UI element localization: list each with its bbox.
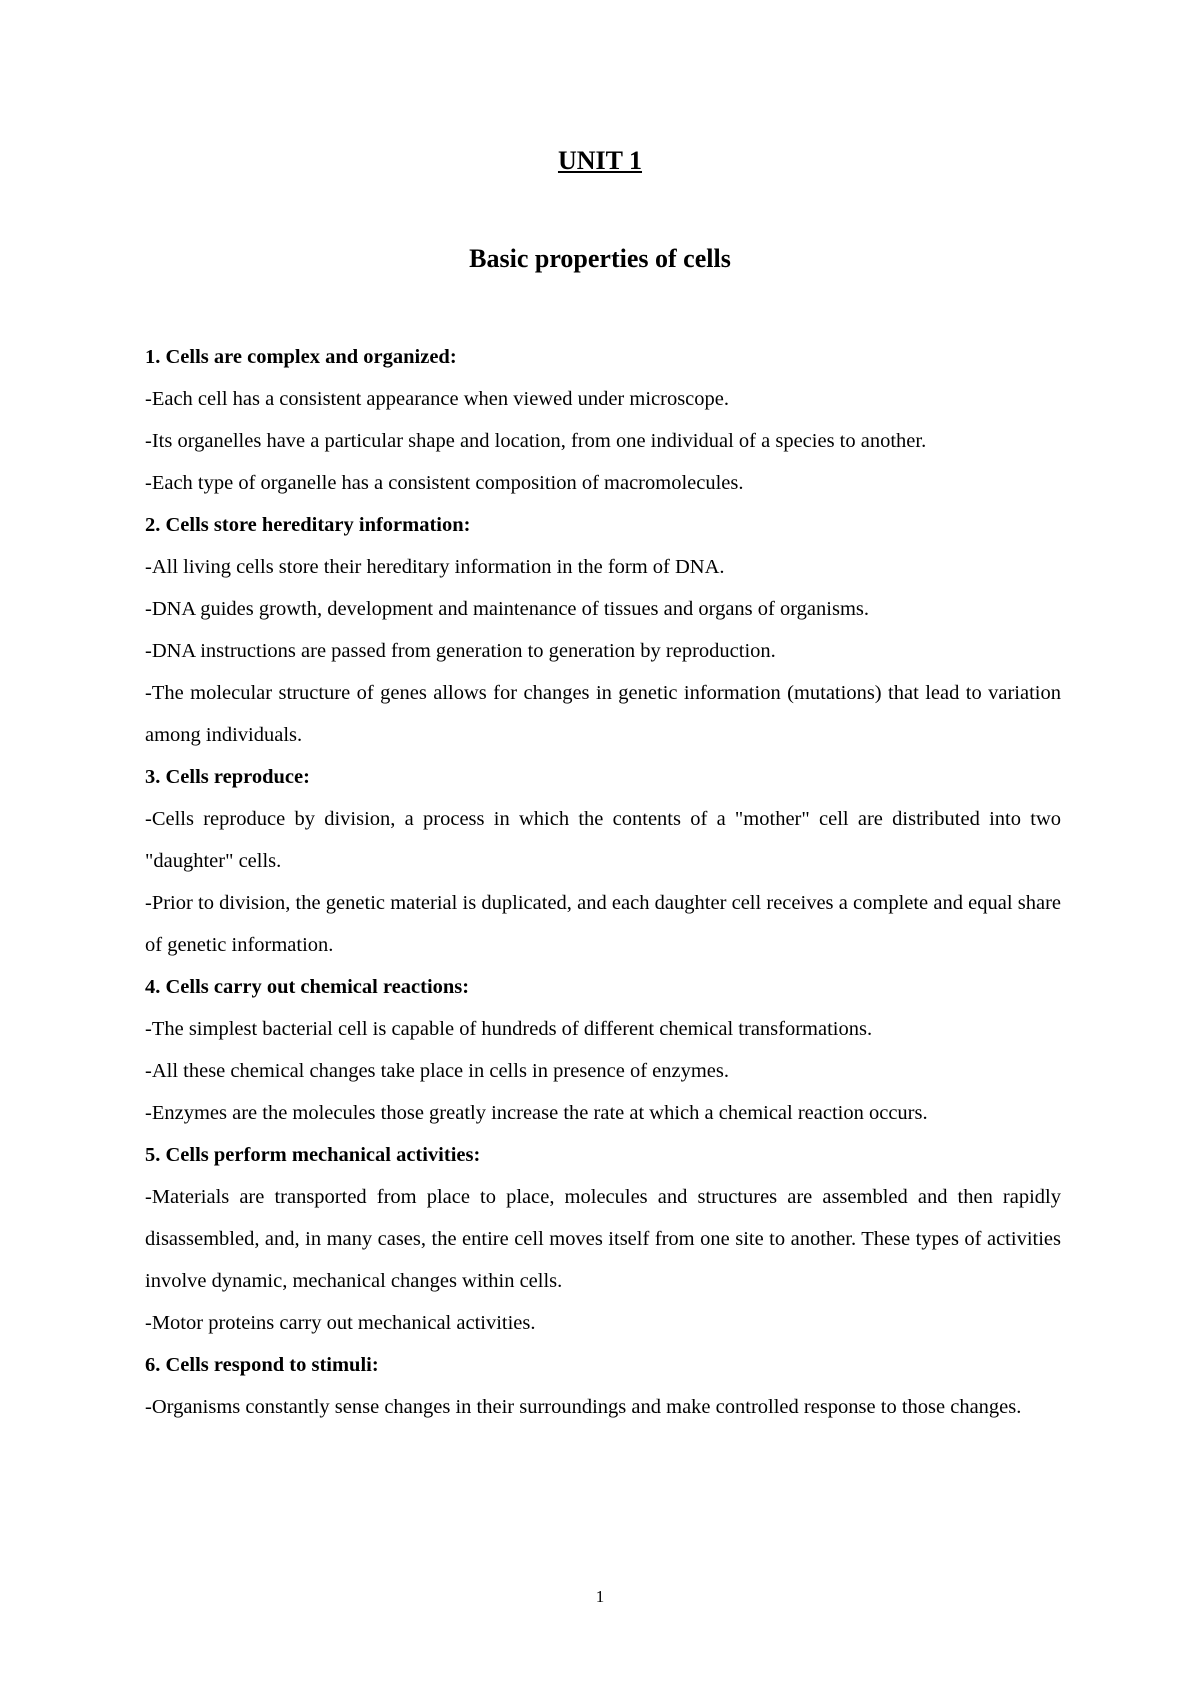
section-heading: 5. Cells perform mechanical activities: [145,1144,481,1166]
page-number: 1 [595,1587,605,1606]
paragraph: -All these chemical changes take place in cells in presence of enzymes. [145,1060,729,1082]
paragraph: -Each type of organelle has a consistent composition of macromolecules. [145,472,744,494]
paragraph: -Organisms constantly sense changes in their surroundings and make controlled response to those changes. [145,1396,1022,1418]
document-body [145,336,1061,1428]
paragraph: -Enzymes are the molecules those greatly increase the rate at which a chemical reaction occurs. [145,1102,928,1124]
paragraph: -DNA instructions are passed from generation to generation by reproduction. [145,640,776,662]
paragraph: -Prior to division, the genetic material is duplicated, and each daughter cell receives a complete and equal share of genetic information. [145,892,1061,956]
section-heading: 6. Cells respond to stimuli: [145,1354,379,1376]
section-heading: 3. Cells reproduce: [145,766,310,788]
section-heading: 1. Cells are complex and organized: [145,346,457,368]
section-heading: 4. Cells carry out chemical reactions: [145,976,470,998]
paragraph: -DNA guides growth, development and maintenance of tissues and organs of organisms. [145,598,870,620]
unit-title: UNIT 1 [557,146,643,175]
paragraph: -Each cell has a consistent appearance when viewed under microscope. [145,388,729,410]
paragraph: -The simplest bacterial cell is capable of hundreds of different chemical transformations. [145,1018,873,1040]
paragraph: -All living cells store their hereditary information in the form of DNA. [145,556,725,578]
paragraph: -Materials are transported from place to place, molecules and structures are assembled and then rapidly disassembled, and, in many cases, the entire cell moves itself from one site to another. These types of activities involve dynamic, mechanical changes within cells. [145,1186,1061,1292]
page-title: Basic properties of cells [469,244,731,273]
paragraph: -Cells reproduce by division, a process in which the contents of a "mother" cell are distributed into two "daughter" cells. [145,808,1061,872]
paragraph: -Motor proteins carry out mechanical activities. [145,1312,536,1334]
paragraph: -Its organelles have a particular shape and location, from one individual of a species to another. [145,430,927,452]
section-heading: 2. Cells store hereditary information: [145,514,471,536]
paragraph: -The molecular structure of genes allows for changes in genetic information (mutations) that lead to variation among individuals. [145,682,1061,746]
